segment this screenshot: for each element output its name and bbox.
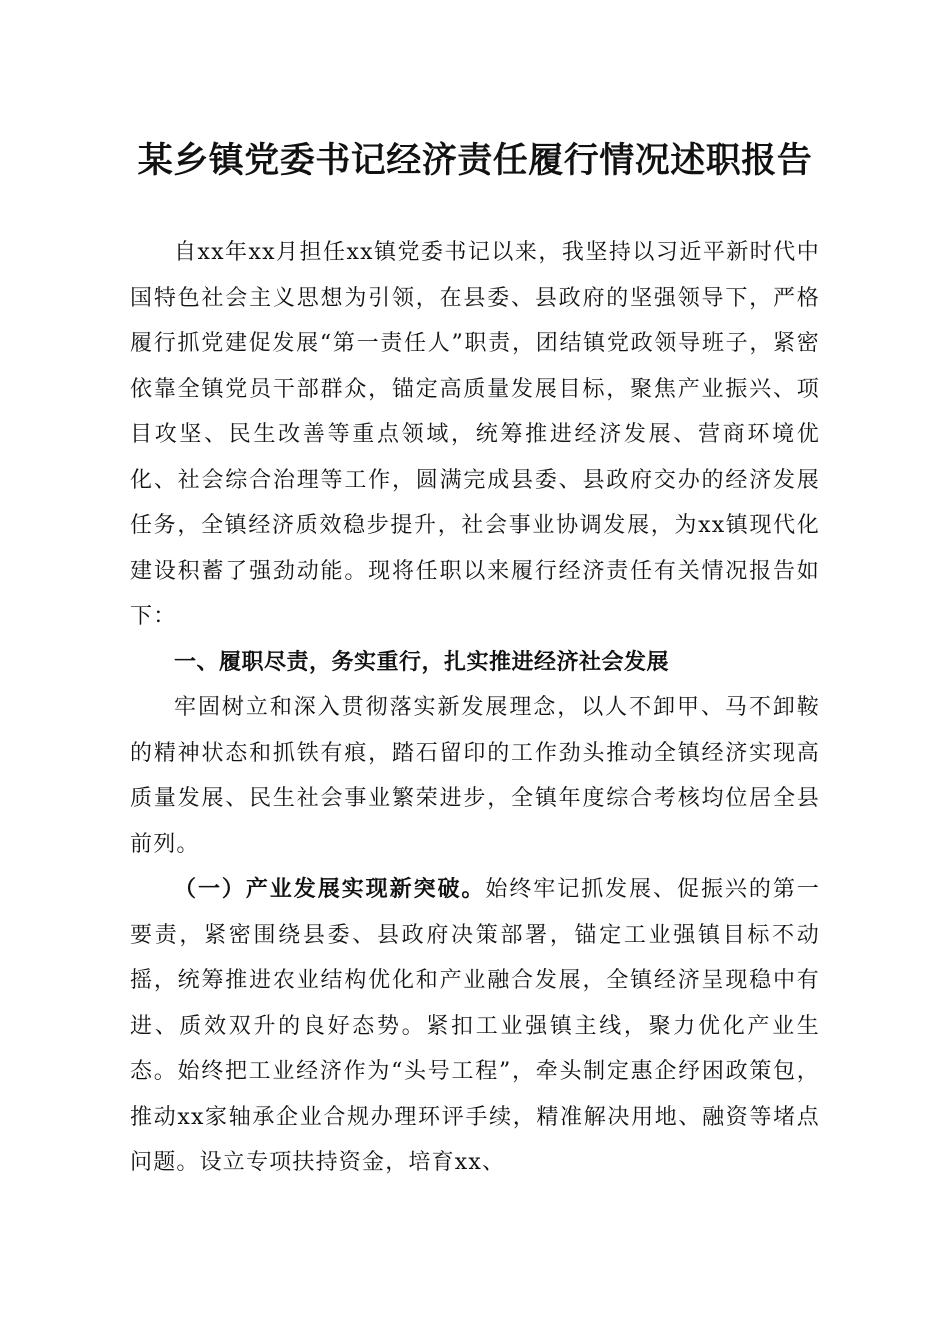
subsection-1-text: 始终牢记抓发展、促振兴的第一要责，紧密围绕县委、县政府决策部署，锚定工业强镇目标不动摇，统筹推进农业结构优化和产业融合发展，全镇经济呈现稳中有进、质效双升的良好态势。紧扣工业强镇主线，聚力优化产业生态。始终把工业经济作为“头号工程”，牵头制定惠企纾困政策包，推动xx家轴承企业合规办理环评手续，精准解决用地、融资等堵点问题。设立专项扶持资金，培育xx、 xyxy=(130,877,820,1175)
document-body xyxy=(130,230,820,1186)
subsection-1-paragraph xyxy=(130,867,820,1186)
document-title: 某乡镇党委书记经济责任履行情况述职报告 xyxy=(137,140,813,181)
section-1-paragraph: 牢固树立和深入贯彻落实新发展理念，以人不卸甲、马不卸鞍的精神状态和抓铁有痕，踏石留印的工作劲头推动全镇经济实现高质量发展、民生社会事业繁荣进步，全镇年度综合考核均位居全县前列。 xyxy=(130,695,820,857)
section-1-heading: 一、履职尽责，务实重行，扎实推进经济社会发展 xyxy=(174,649,670,675)
intro-paragraph: 自xx年xx月担任xx镇党委书记以来，我坚持以习近平新时代中国特色社会主义思想为引领，在县委、县政府的坚强领导下，严格履行抓党建促发展“第一责任人”职责，团结镇党政领导班子，紧密依靠全镇党员干部群众，锚定高质量发展目标，聚焦产业振兴、项目攻坚、民生改善等重点领域，统筹推进经济发展、营商环境优化、社会综合治理等工作，圆满完成县委、县政府交办的经济发展任务，全镇经济质效稳步提升，社会事业协调发展，为xx镇现代化建设积蓄了强劲动能。现将任职以来履行经济责任有关情况报告如下： xyxy=(130,240,820,629)
subsection-1-heading: （一）产业发展实现新突破。 xyxy=(174,876,486,902)
